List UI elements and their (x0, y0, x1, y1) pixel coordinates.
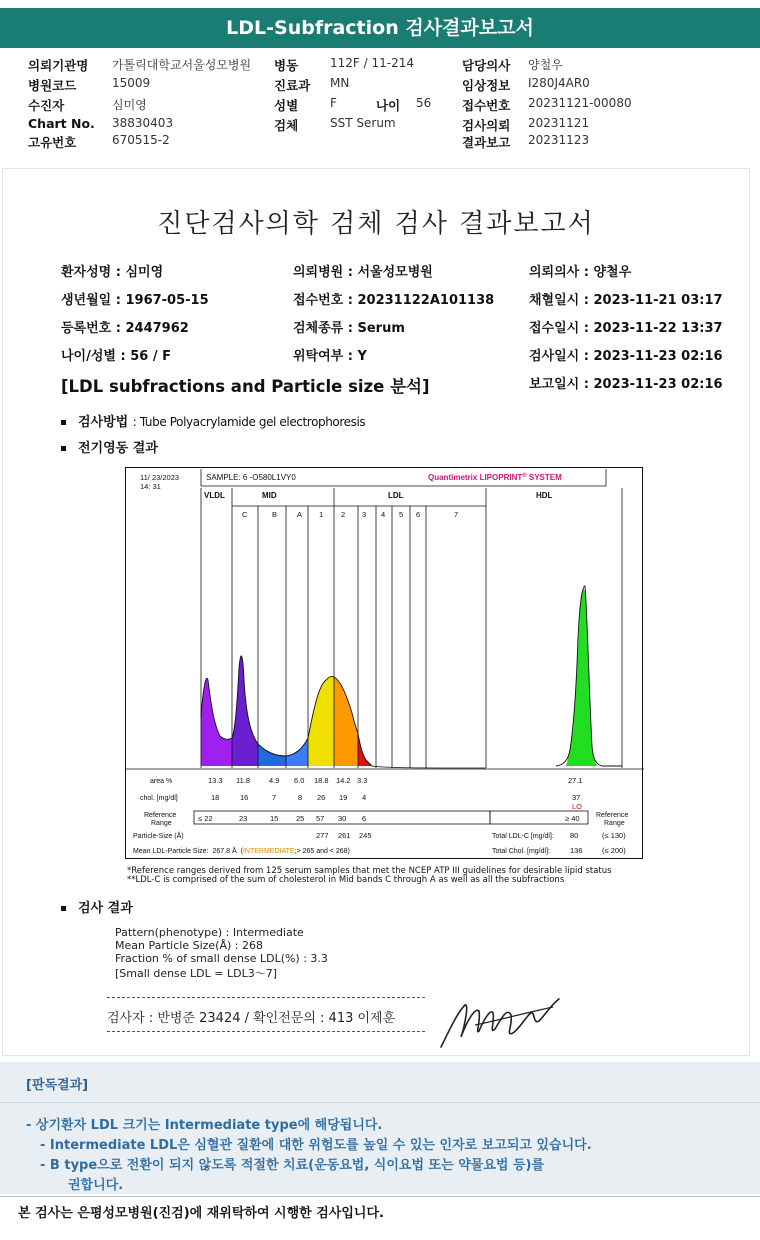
patient-info: 생년월일 : 1967-05-15 (61, 293, 209, 308)
particle-size-1: 277 (316, 831, 329, 840)
header-value: 112F / 11-214 (330, 56, 414, 70)
patient-info: 채혈일시 : 2023-11-21 03:17 (529, 293, 723, 308)
row-label-reference: Reference (144, 812, 177, 819)
band-label-b: B (272, 510, 278, 519)
header-key: 성별 (274, 98, 299, 113)
band-label-4: 4 (381, 510, 386, 519)
area-c: 11.8 (236, 776, 251, 785)
ref-1: 57 (316, 814, 325, 823)
footer-note: 본 검사는 은평성모병원(진검)에 재위탁하여 시행한 검사입니다. (18, 1206, 384, 1221)
header-key: 고유번호 (28, 135, 77, 150)
chol-hdl: 37 (572, 793, 581, 802)
area-3: 3.3 (357, 776, 368, 785)
group-label-vldl: VLDL (204, 491, 225, 500)
header-key: 진료과 (274, 78, 311, 93)
header-key: 나이 (376, 98, 401, 113)
chart-date: 11/ 23/2023 (140, 473, 180, 482)
chart-sample: SAMPLE: 6 -O580L1VY0 (206, 473, 296, 482)
chol-b: 7 (272, 793, 277, 802)
header-key: 담당의사 (462, 58, 511, 73)
area-a: 6.0 (294, 776, 305, 785)
header-key: Chart No. (28, 116, 95, 131)
hdl-peak (566, 589, 598, 766)
chol-vldl: 18 (211, 793, 220, 802)
row-label-area: area % (150, 778, 173, 785)
ref-c: 23 (239, 814, 248, 823)
ref-right-2: Range (604, 820, 625, 827)
band-label-1: 1 (319, 510, 324, 519)
interpretation-panel (0, 1062, 760, 1194)
band-label-6: 6 (416, 510, 421, 519)
chol-1: 26 (317, 793, 326, 802)
header-key: 임상정보 (462, 78, 511, 93)
vldl-peak (201, 678, 232, 766)
chol-a: 8 (298, 793, 303, 802)
header-value: 심미영 (112, 98, 147, 112)
result-item: Fraction % of small dense LDL(%) : 3.3 (115, 952, 328, 965)
group-label-ldl: LDL (388, 491, 404, 500)
electro-line (61, 437, 158, 456)
report-time: 보고일시 : 2023-11-23 02:16 (529, 377, 723, 392)
method-label: 검사방법 (78, 415, 129, 430)
chart-time: 14: 31 (140, 482, 161, 491)
patient-info: 검체종류 : Serum (293, 321, 405, 336)
bullet-icon (61, 446, 66, 451)
ldl3-peak (358, 734, 372, 766)
chart-brand: Quantimetrix LIPOPRINT® SYSTEM (428, 473, 562, 482)
band-label-5: 5 (399, 510, 404, 519)
band-label-3: 3 (362, 510, 367, 519)
header-key: 결과보고 (462, 135, 511, 150)
group-label-hdl: HDL (536, 491, 553, 500)
lo-flag: LO (572, 802, 583, 811)
particle-size-3: 245 (359, 831, 372, 840)
total-ldl-value: 80 (570, 831, 579, 840)
ref-3: 6 (362, 814, 367, 823)
result-label: 검사 결과 (78, 901, 133, 916)
interpretation-heading: [판독결과] (26, 1078, 89, 1093)
handwritten-signature (435, 991, 565, 1055)
report-heading: 진단검사의학 검체 검사 결과보고서 (157, 209, 595, 239)
total-ldl-label: Total LDL-C [mg/dl]: (492, 833, 554, 840)
footnote: *Reference ranges derived from 125 serum samples that met the NCEP ATP III guidelines for desirable lipid status (127, 866, 612, 876)
patient-info: 의뢰병원 : 서울성모병원 (293, 265, 433, 280)
signature-rule-top (107, 997, 425, 998)
header-key: 검체 (274, 118, 299, 133)
total-ldl-ref: (≤ 130) (602, 831, 626, 840)
ref-2: 30 (338, 814, 347, 823)
area-vldl: 13.3 (208, 776, 223, 785)
band-separators (201, 488, 622, 768)
area-b: 4.9 (269, 776, 280, 785)
result-item: Pattern(phenotype) : Intermediate (115, 926, 304, 939)
area-hdl: 27.1 (568, 776, 583, 785)
header-value: 670515-2 (112, 133, 170, 147)
lipoprint-chart (125, 467, 643, 859)
electro-label: 전기영동 결과 (78, 441, 158, 456)
section-title: [LDL subfractions and Particle size 분석] (61, 377, 430, 396)
mean-size-line: Mean LDL-Particle Size: 267.8 Å (INTERMEDIATE;> 265 and < 268) (133, 848, 350, 855)
ref-vldl: ≤ 22 (198, 814, 213, 823)
interpretation-line: - 상기환자 LDL 크기는 Intermediate type에 해당됩니다. (26, 1118, 383, 1133)
result-line (61, 897, 133, 916)
bullet-icon (61, 420, 66, 425)
method-value: : Tube Polyacrylamide gel electrophoresis (132, 415, 366, 429)
header-value: 56 (416, 96, 432, 110)
divider (0, 1102, 760, 1103)
patient-info: 등록번호 : 2447962 (61, 321, 189, 336)
interpretation-line: 권합니다. (68, 1178, 124, 1193)
ldl-tail (372, 766, 486, 768)
result-item: [Small dense LDL = LDL3～7] (115, 967, 278, 980)
band-label-2: 2 (341, 510, 346, 519)
ref-hdl: ≥ 40 (565, 814, 580, 823)
result-item: Mean Particle Size(Å) : 268 (115, 939, 263, 952)
scanned-report (2, 168, 750, 1056)
interpretation-line: - B type으로 전환이 되지 않도록 적절한 치료(운동요법, 식이요법 또는 약물요법 등)를 (40, 1158, 545, 1173)
header-key: 검사의뢰 (462, 118, 511, 133)
patient-info: 검사일시 : 2023-11-23 02:16 (529, 349, 723, 364)
header-value: MN (330, 76, 350, 90)
header-value: 20231121-00080 (528, 96, 632, 110)
patient-info: 접수일시 : 2023-11-22 13:37 (529, 321, 723, 336)
chol-2: 19 (339, 793, 348, 802)
header-value: F (330, 96, 337, 110)
area-1: 18.8 (314, 776, 329, 785)
header-key: 병동 (274, 58, 299, 73)
ldl1-peak (308, 676, 334, 766)
header-value: 38830403 (112, 116, 174, 130)
header-key: 접수번호 (462, 98, 511, 113)
ref-a: 25 (296, 814, 305, 823)
header-key: 병원코드 (28, 78, 77, 93)
row-label-chol: chol. [mg/dl] (140, 795, 178, 802)
row-label-range: Range (151, 820, 172, 827)
ref-right-1: Reference (596, 812, 629, 819)
chol-c: 16 (240, 793, 249, 802)
total-chol-value: 136 (570, 846, 583, 855)
header-value: SST Serum (330, 116, 396, 130)
band-label-7: 7 (454, 510, 459, 519)
header-value: 가톨릭대학교서울성모병원 (112, 58, 252, 72)
divider (0, 1196, 760, 1197)
total-chol-ref: (≤ 200) (602, 846, 626, 855)
patient-info: 나이/성별 : 56 / F (61, 349, 172, 364)
patient-info: 의뢰의사 : 양철우 (529, 265, 632, 280)
header-key: 수진자 (28, 98, 65, 113)
patient-info: 위탁여부 : Y (293, 349, 367, 364)
patient-info: 접수번호 : 20231122A101138 (293, 293, 495, 308)
area-2: 14.2 (336, 776, 351, 785)
report-title-bar: LDL-Subfraction 검사결과보고서 (0, 8, 760, 48)
particle-size-2: 261 (338, 831, 351, 840)
header-value: 15009 (112, 76, 151, 90)
signature-rule-bottom (107, 1031, 425, 1032)
method-line (61, 411, 365, 430)
patient-info: 환자성명 : 심미영 (61, 265, 164, 280)
interpretation-line: - Intermediate LDL은 심혈관 질환에 대한 위험도를 높일 수 있는 인자로 보고되고 있습니다. (40, 1138, 592, 1153)
group-label-mid: MID (262, 491, 277, 500)
bullet-icon (61, 906, 66, 911)
row-label-particle: Particle-Size (Å) (133, 833, 184, 840)
signature-line: 검사자 : 반병준 23424 / 확인전문의 : 413 이제훈 (107, 1011, 396, 1026)
ref-b: 15 (270, 814, 279, 823)
request-header (0, 52, 760, 156)
band-label-c: C (242, 510, 248, 519)
footnote: **LDL-C is comprised of the sum of cholesterol in Mid bands C through A as well as all the subfractions (127, 875, 565, 885)
header-key: 의뢰기관명 (28, 58, 89, 73)
header-value: 20231121 (528, 116, 590, 130)
header-value: 양철우 (528, 58, 563, 72)
chol-3: 4 (362, 793, 367, 802)
band-label-a: A (297, 510, 303, 519)
total-chol-label: Total Chol. [mg/dl]: (492, 848, 550, 855)
header-value: I280J4AR0 (528, 76, 590, 90)
header-value: 20231123 (528, 133, 590, 147)
